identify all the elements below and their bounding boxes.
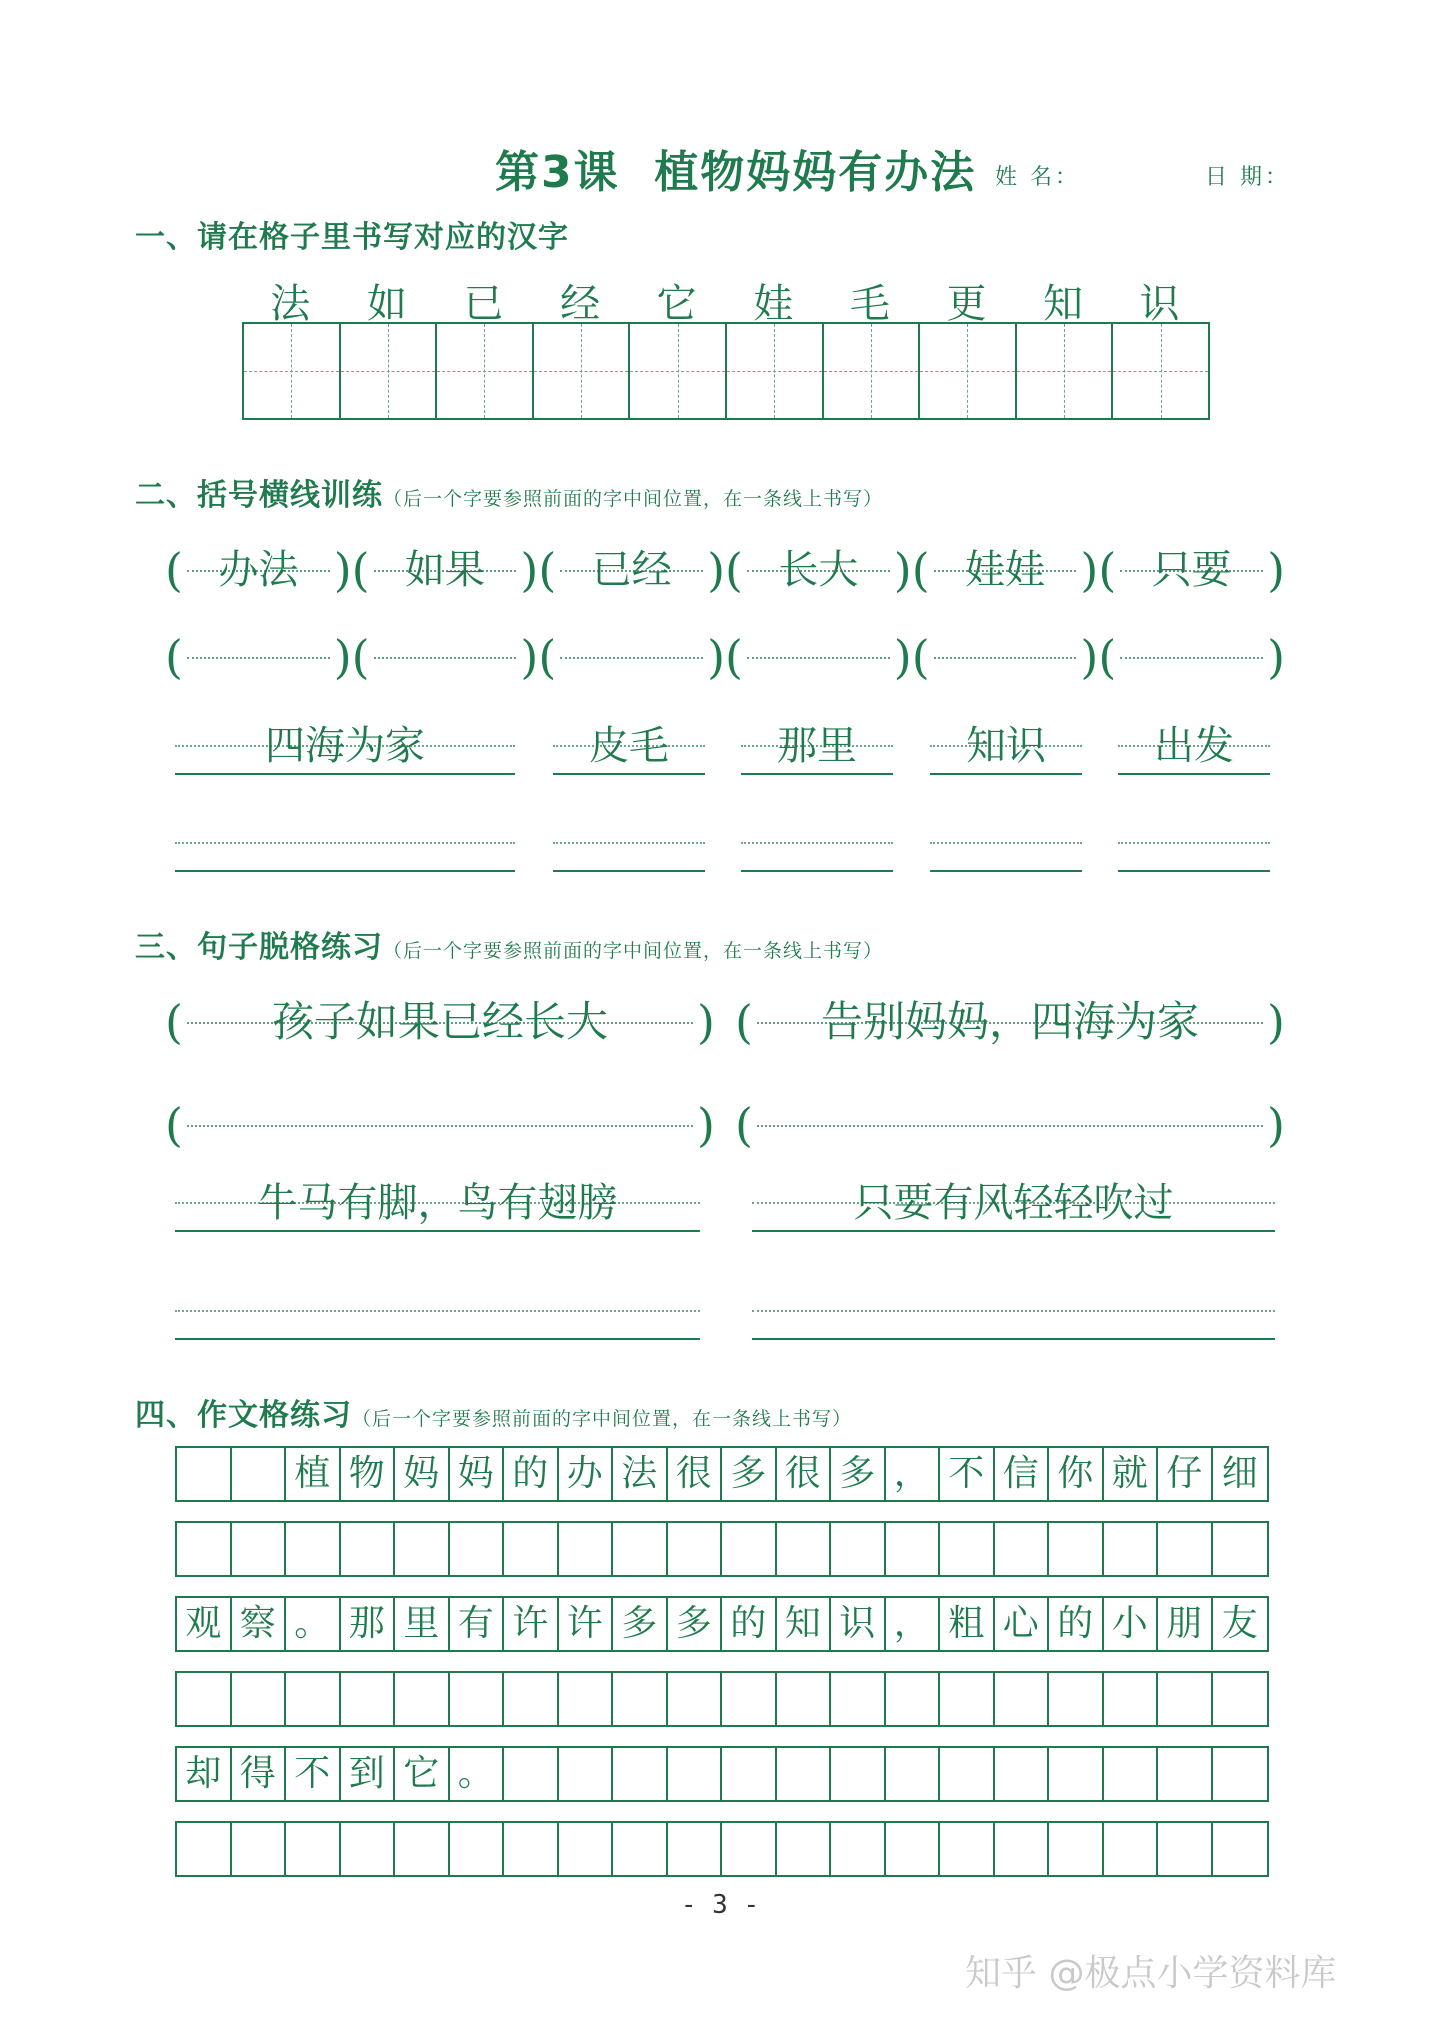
line-blank[interactable] (930, 822, 1082, 872)
composition-blank-cell[interactable] (995, 1673, 1050, 1725)
composition-blank-cell[interactable] (1158, 1823, 1213, 1875)
composition-blank-cell[interactable] (1104, 1673, 1159, 1725)
composition-char-cell: 察 (232, 1598, 287, 1650)
composition-blank-cell[interactable] (395, 1523, 450, 1575)
model-char: 更 (946, 281, 987, 327)
bracket-blank[interactable]: ( ) (352, 627, 539, 687)
composition-char-cell: 妈 (450, 1448, 505, 1500)
composition-blank-cell[interactable] (177, 1523, 232, 1575)
composition-char-cell: 很 (668, 1448, 723, 1500)
section4-title (135, 1390, 852, 1434)
composition-char-cell: 那 (341, 1598, 396, 1650)
composition-blank-cell[interactable] (1104, 1523, 1159, 1575)
composition-blank-cell[interactable] (177, 1823, 232, 1875)
composition-blank-cell[interactable] (940, 1823, 995, 1875)
composition-char-cell: 不 (286, 1748, 341, 1800)
line-item (175, 725, 515, 775)
line-item (930, 725, 1082, 775)
writing-cell[interactable] (727, 324, 824, 418)
composition-blank-cell[interactable] (504, 1823, 559, 1875)
composition-blank-cell[interactable] (722, 1673, 777, 1725)
composition-blank-cell[interactable] (286, 1673, 341, 1725)
composition-row-model (175, 1446, 1269, 1502)
lesson-title: 植物妈妈有办法 (654, 147, 977, 198)
composition-char-cell: 心 (995, 1598, 1050, 1650)
composition-blank-cell[interactable] (777, 1823, 832, 1875)
composition-char-cell: 粗 (940, 1598, 995, 1650)
composition-char-cell: 法 (613, 1448, 668, 1500)
composition-blank-cell[interactable] (450, 1523, 505, 1575)
composition-blank-cell[interactable] (232, 1823, 287, 1875)
composition-char-cell: 知 (777, 1598, 832, 1650)
composition-char-cell: 里 (395, 1598, 450, 1650)
composition-blank-cell[interactable] (777, 1673, 832, 1725)
line-item (553, 725, 705, 775)
composition-blank-cell[interactable] (450, 1673, 505, 1725)
bracket-word: 只要 (1151, 547, 1232, 593)
composition-char-cell (668, 1748, 723, 1800)
sentence-line-blank[interactable] (175, 1290, 700, 1340)
watermark: 知乎 @极点小学资料库 (965, 1953, 1337, 1994)
bracket-row-model (165, 540, 1285, 600)
composition-blank-cell[interactable] (1213, 1523, 1268, 1575)
composition-blank-cell[interactable] (177, 1673, 232, 1725)
composition-char-cell (1104, 1748, 1159, 1800)
composition-blank-cell[interactable] (831, 1673, 886, 1725)
composition-blank-cell[interactable] (668, 1823, 723, 1875)
composition-blank-cell[interactable] (1213, 1823, 1268, 1875)
composition-char-cell: 有 (450, 1598, 505, 1650)
section2-heading: 二、括号横线训练 (135, 478, 383, 513)
composition-char-cell: 多 (613, 1598, 668, 1650)
model-char: 知 (1043, 281, 1084, 327)
sentence-bracket: ( 告别妈妈，四海为家 ) (735, 992, 1285, 1052)
composition-blank-cell[interactable] (1213, 1673, 1268, 1725)
writing-cell[interactable] (920, 324, 1017, 418)
section2-note: （后一个字要参照前面的字中间位置，在一条线上书写） (383, 488, 884, 510)
page-title (495, 136, 976, 200)
writing-cell[interactable] (244, 324, 341, 418)
composition-blank-cell[interactable] (1049, 1823, 1104, 1875)
sentence-bracket-blank[interactable]: ( ) (165, 1095, 715, 1155)
composition-char-cell: 许 (504, 1598, 559, 1650)
composition-blank-cell[interactable] (886, 1673, 941, 1725)
model-char: 识 (1139, 281, 1180, 327)
composition-blank-cell[interactable] (613, 1823, 668, 1875)
composition-char-cell: 细 (1221, 1453, 1258, 1494)
composition-blank-cell[interactable] (940, 1523, 995, 1575)
composition-char-cell: 观 (177, 1598, 232, 1650)
composition-char-cell: 的 (1049, 1598, 1104, 1650)
bracket-word: 办法 (218, 547, 299, 593)
composition-char-cell: 朋 (1158, 1598, 1213, 1650)
composition-blank-cell[interactable] (341, 1523, 396, 1575)
composition-blank-cell[interactable] (831, 1823, 886, 1875)
line-word: 那里 (777, 723, 857, 769)
writing-cell[interactable] (1017, 324, 1114, 418)
composition-blank-cell[interactable] (504, 1673, 559, 1725)
composition-blank-cell[interactable] (886, 1823, 941, 1875)
composition-blank-cell[interactable] (722, 1823, 777, 1875)
line-word: 知识 (966, 723, 1046, 769)
composition-char-cell (1213, 1748, 1268, 1800)
composition-blank-cell[interactable] (668, 1673, 723, 1725)
writing-cell[interactable] (437, 324, 534, 418)
bracket-blank[interactable]: ( ) (1098, 627, 1285, 687)
line-blank[interactable] (553, 822, 705, 872)
section3-heading: 三、句子脱格练习 (135, 930, 383, 965)
composition-char-cell (613, 1748, 668, 1800)
model-char: 娃 (753, 281, 794, 327)
bracket-sentence: 告别妈妈，四海为家 (820, 997, 1199, 1046)
composition-char-cell: 你 (1049, 1448, 1104, 1500)
composition-blank-cell[interactable] (232, 1673, 287, 1725)
composition-char-cell: 办 (559, 1448, 614, 1500)
section3-title (135, 922, 883, 966)
composition-char-cell: 很 (777, 1448, 832, 1500)
bracket-blank[interactable]: ( ) (912, 627, 1099, 687)
composition-char-cell (232, 1448, 287, 1500)
composition-blank-cell[interactable] (995, 1523, 1050, 1575)
composition-char-cell (177, 1448, 232, 1500)
line-sentence: 只要有风轻轻吹过 (853, 1180, 1174, 1226)
bracket-row-blank (165, 627, 1285, 687)
composition-char-cell: 。 (450, 1748, 505, 1800)
composition-char-cell: 就 (1104, 1448, 1159, 1500)
composition-blank-cell[interactable] (341, 1823, 396, 1875)
composition-blank-cell[interactable] (668, 1523, 723, 1575)
section3-note: （后一个字要参照前面的字中间位置，在一条线上书写） (383, 940, 884, 962)
composition-char-cell: ， (886, 1448, 941, 1500)
model-char: 毛 (849, 281, 890, 327)
bracket-item: ( 娃娃 ) (912, 540, 1099, 600)
composition-blank-cell[interactable] (722, 1523, 777, 1575)
composition-blank-cell[interactable] (232, 1523, 287, 1575)
composition-char-cell: 得 (232, 1748, 287, 1800)
composition-blank-cell[interactable] (1158, 1523, 1213, 1575)
composition-char-cell: 多 (831, 1448, 886, 1500)
sentence-bracket: ( 孩子如果已经长大 ) (165, 992, 715, 1052)
writing-cell[interactable] (630, 324, 727, 418)
bracket-item: ( 如果 ) (352, 540, 539, 600)
tianzige-grid (242, 322, 1210, 420)
composition-char-cell: 的 (722, 1598, 777, 1650)
composition-char-cell (722, 1748, 777, 1800)
composition-char-cell (559, 1748, 614, 1800)
composition-blank-cell[interactable] (341, 1673, 396, 1725)
bracket-sentence: 孩子如果已经长大 (271, 997, 608, 1046)
composition-char-cell: 它 (395, 1748, 450, 1800)
composition-char-cell: 植 (286, 1448, 341, 1500)
composition-blank-cell[interactable] (504, 1523, 559, 1575)
date-label: 日 期： (1205, 165, 1290, 190)
composition-blank-cell[interactable] (940, 1673, 995, 1725)
composition-char-cell: 识 (831, 1598, 886, 1650)
composition-blank-cell[interactable] (559, 1673, 614, 1725)
composition-char-cell: 的 (504, 1448, 559, 1500)
bracket-item: ( 只要 ) (1098, 540, 1285, 600)
section4-note: （后一个字要参照前面的字中间位置，在一条线上书写） (352, 1408, 853, 1430)
composition-row-blank (175, 1671, 1269, 1727)
composition-blank-cell[interactable] (1104, 1823, 1159, 1875)
writing-cell[interactable] (1113, 324, 1208, 418)
composition-blank-cell[interactable] (995, 1823, 1050, 1875)
bracket-blank[interactable]: ( ) (165, 627, 352, 687)
model-char: 法 (270, 281, 311, 327)
bracket-word: 娃娃 (965, 547, 1046, 593)
section2-title (135, 470, 883, 514)
composition-char-cell: 仔 (1158, 1448, 1213, 1500)
composition-char-cell: 。 (286, 1598, 341, 1650)
composition-blank-cell[interactable] (831, 1523, 886, 1575)
composition-char-cell (886, 1748, 941, 1800)
composition-blank-cell[interactable] (450, 1823, 505, 1875)
bracket-blank[interactable]: ( ) (725, 627, 912, 687)
composition-char-cell: 许 (559, 1598, 614, 1650)
composition-char-cell (940, 1748, 995, 1800)
bracket-item: ( 长大 ) (725, 540, 912, 600)
line-blank[interactable] (1118, 822, 1270, 872)
composition-blank-cell[interactable] (559, 1823, 614, 1875)
sentence-bracket-blank[interactable]: ( ) (735, 1095, 1285, 1155)
writing-cell[interactable] (824, 324, 921, 418)
line-word: 皮毛 (589, 723, 669, 769)
model-char: 已 (463, 281, 504, 327)
composition-blank-cell[interactable] (613, 1673, 668, 1725)
name-label: 姓 名： (995, 165, 1080, 190)
model-char: 如 (366, 281, 407, 327)
section4-heading: 四、作文格练习 (135, 1398, 352, 1433)
composition-char-cell (1158, 1748, 1213, 1800)
writing-cell[interactable] (341, 324, 438, 418)
line-blank[interactable] (741, 822, 893, 872)
composition-char-cell: 友 (1221, 1603, 1258, 1644)
composition-blank-cell[interactable] (286, 1523, 341, 1575)
bracket-word: 如果 (405, 547, 485, 593)
composition-char-cell: 却 (177, 1748, 232, 1800)
composition-char-cell (504, 1748, 559, 1800)
composition-blank-cell[interactable] (1049, 1523, 1104, 1575)
composition-blank-cell[interactable] (613, 1523, 668, 1575)
composition-char-cell (1049, 1748, 1104, 1800)
composition-char-cell (777, 1748, 832, 1800)
composition-blank-cell[interactable] (286, 1823, 341, 1875)
model-char: 它 (656, 281, 697, 327)
composition-row-blank (175, 1521, 1269, 1577)
composition-char-cell: 不 (940, 1448, 995, 1500)
line-blank[interactable] (175, 822, 515, 872)
bracket-item: ( 已经 ) (538, 540, 725, 600)
composition-char-cell: 物 (341, 1448, 396, 1500)
lesson-number: 第3课 (495, 147, 620, 198)
page-number: - 3 - (680, 1890, 760, 1920)
composition-char-cell (995, 1748, 1050, 1800)
composition-blank-cell[interactable] (395, 1673, 450, 1725)
composition-blank-cell[interactable] (559, 1523, 614, 1575)
composition-char-cell: 信 (995, 1448, 1050, 1500)
composition-blank-cell[interactable] (395, 1823, 450, 1875)
composition-blank-cell[interactable] (1049, 1673, 1104, 1725)
line-word: 四海为家 (265, 723, 425, 769)
composition-row-blank (175, 1821, 1269, 1877)
section1-chars (242, 272, 1208, 329)
model-char: 经 (560, 281, 601, 327)
composition-char-cell: 多 (722, 1448, 777, 1500)
bracket-blank[interactable]: ( ) (538, 627, 725, 687)
composition-char-cell: ， (886, 1598, 941, 1650)
section1-title: 一、请在格子里书写对应的汉字 (135, 220, 569, 255)
writing-cell[interactable] (534, 324, 631, 418)
sentence-line (175, 1182, 700, 1232)
composition-row-model (175, 1746, 1269, 1802)
sentence-line-blank[interactable] (752, 1290, 1275, 1340)
composition-char-cell (831, 1748, 886, 1800)
composition-blank-cell[interactable] (777, 1523, 832, 1575)
sentence-bracket-row-blank (165, 1095, 1285, 1155)
composition-char-cell: 小 (1104, 1598, 1159, 1650)
line-sentence: 牛马有脚，鸟有翅膀 (257, 1180, 618, 1226)
composition-char-cell: 多 (668, 1598, 723, 1650)
line-item (741, 725, 893, 775)
composition-char-cell: 到 (341, 1748, 396, 1800)
composition-blank-cell[interactable] (1158, 1673, 1213, 1725)
composition-row-model (175, 1596, 1269, 1652)
bracket-word: 已经 (591, 547, 672, 593)
line-word: 出发 (1154, 723, 1234, 769)
composition-blank-cell[interactable] (886, 1523, 941, 1575)
composition-char-cell: 妈 (395, 1448, 450, 1500)
line-item (1118, 725, 1270, 775)
sentence-bracket-row-model (165, 992, 1285, 1052)
sentence-line (752, 1182, 1275, 1232)
bracket-item: ( 办法 ) (165, 540, 352, 600)
bracket-word: 长大 (778, 547, 859, 593)
